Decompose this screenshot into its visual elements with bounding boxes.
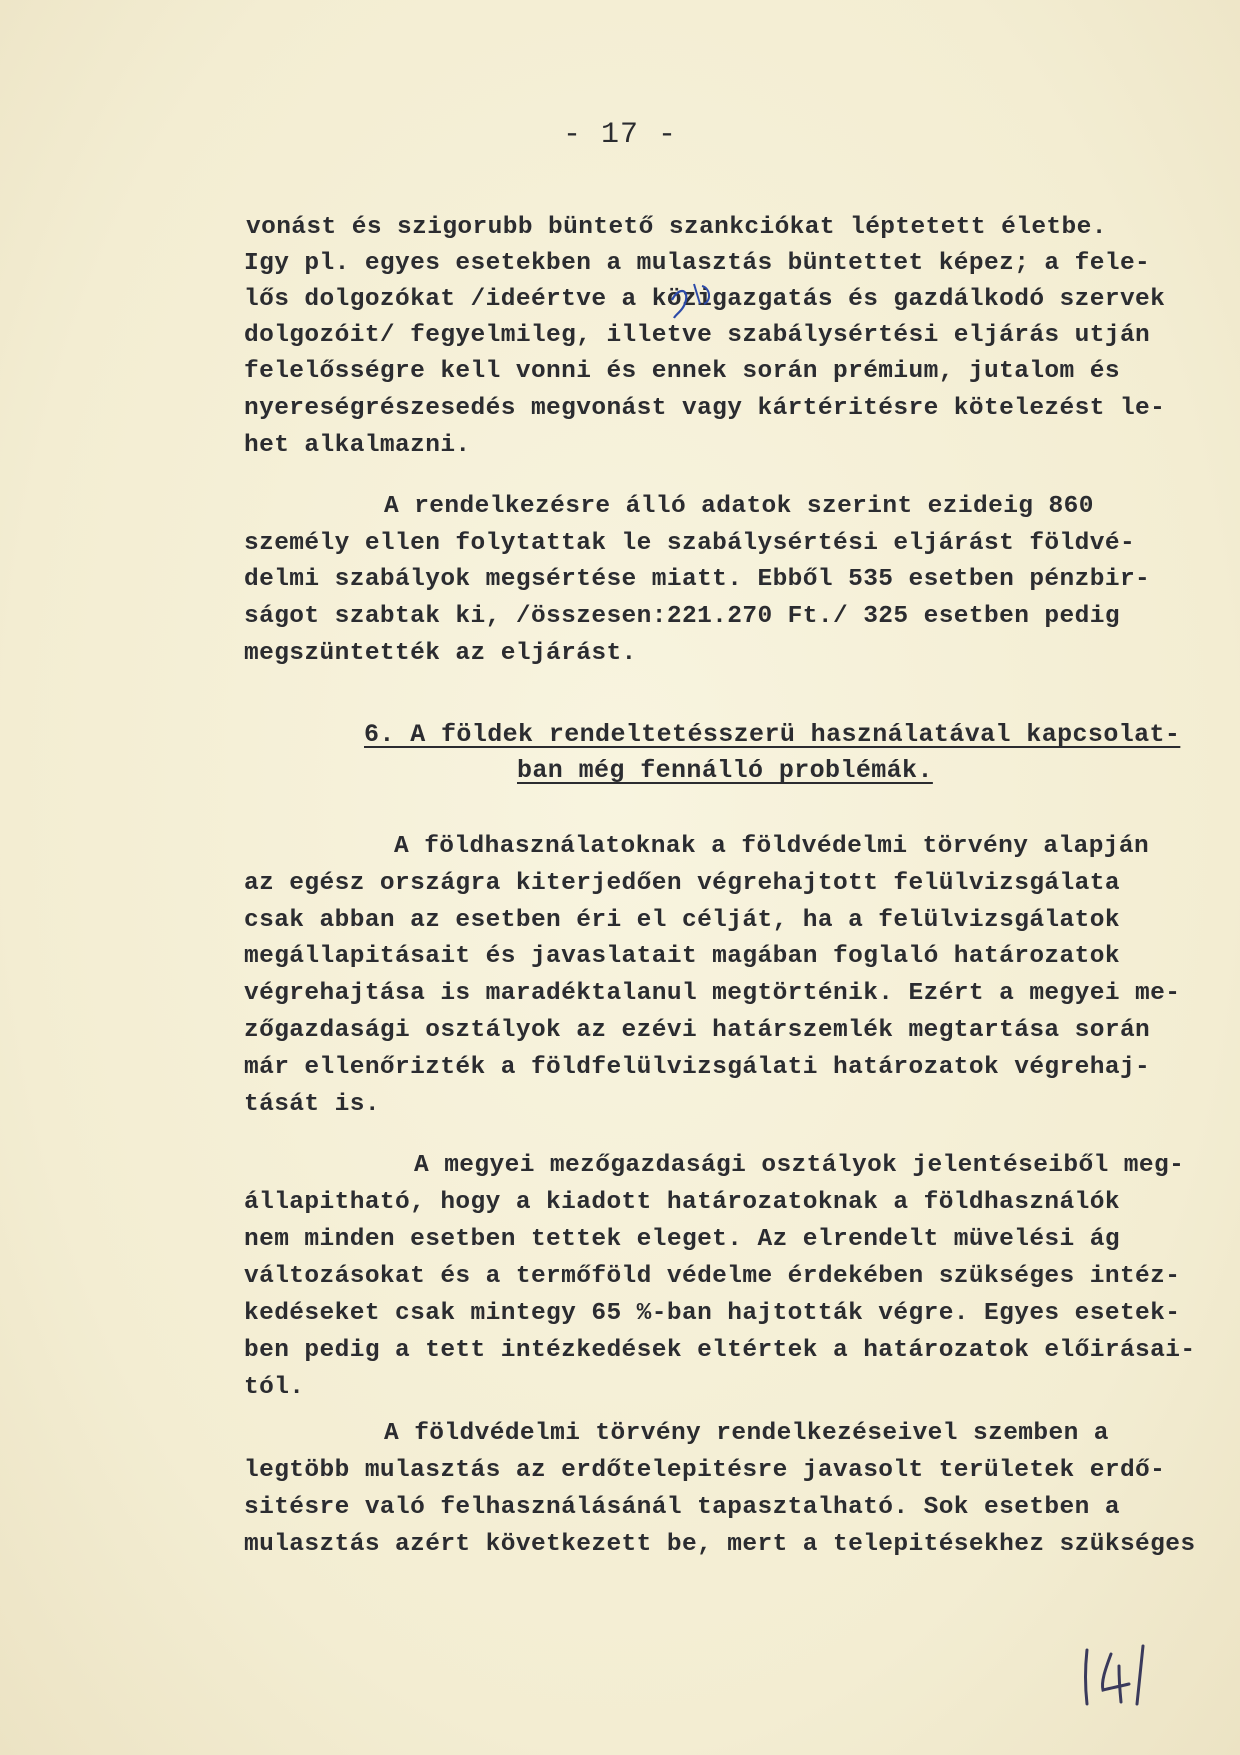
handwritten-correction-mark <box>664 270 724 320</box>
paragraph-3-line-6: zőgazdasági osztályok az ezévi határszemlék megtartása során <box>244 1017 1151 1044</box>
paragraph-1-line-5: felelősségre kell vonni és ennek során prémium, jutalom és <box>244 358 1120 385</box>
paragraph-5-line-2: legtöbb mulasztás az erdőtelepitésre javasolt területek erdő- <box>244 1457 1166 1484</box>
paragraph-2-line-1: A rendelkezésre álló adatok szerint ezideig 860 <box>384 493 1094 520</box>
paragraph-1-line-4: dolgozóit/ fegyelmileg, illetve szabálysértési eljárás utján <box>244 322 1151 349</box>
paragraph-3-line-8: tását is. <box>244 1091 380 1118</box>
paragraph-1-line-2: Igy pl. egyes esetekben a mulasztás büntettet képez; a fele- <box>244 250 1151 277</box>
paragraph-2-line-3: delmi szabályok megsértése miatt. Ebből 535 esetben pénzbir- <box>244 566 1151 593</box>
paragraph-3-line-2: az egész országra kiterjedően végrehajtott felülvizsgálata <box>244 870 1120 897</box>
paragraph-1-line-6: nyereségrészesedés megvonást vagy kártéritésre kötelezést le- <box>244 395 1166 422</box>
paragraph-5-line-4: mulasztás azért következett be, mert a telepitésekhez szükséges <box>244 1531 1196 1558</box>
section-heading-line-1: 6. A földek rendeltetésszerü használatával kapcsolat- <box>364 720 1181 749</box>
paragraph-4-line-5: kedéseket csak mintegy 65 %-ban hajtották végre. Egyes esetek- <box>244 1300 1181 1327</box>
paragraph-2-line-5: megszüntették az eljárást. <box>244 640 637 667</box>
paragraph-3-line-3: csak abban az esetben éri el célját, ha a felülvizsgálatok <box>244 907 1120 934</box>
paragraph-4-line-1: A megyei mezőgazdasági osztályok jelentéseiből meg- <box>414 1152 1185 1179</box>
paragraph-4-line-4: változásokat és a termőföld védelme érdekében szükséges intéz- <box>244 1263 1181 1290</box>
paragraph-4-line-7: tól. <box>244 1374 305 1401</box>
paragraph-1-line-1: vonást és szigorubb büntető szankciókat léptetett életbe. <box>246 214 1107 241</box>
paragraph-5-line-3: sitésre való felhasználásánál tapasztalható. Sok esetben a <box>244 1494 1120 1521</box>
paragraph-3-line-5: végrehajtása is maradéktalanul megtörténik. Ezért a megyei me- <box>244 980 1181 1007</box>
paragraph-5-line-1: A földvédelmi törvény rendelkezéseivel szemben a <box>384 1420 1109 1447</box>
paragraph-3-line-7: már ellenőrizték a földfelülvizsgálati határozatok végrehaj- <box>244 1054 1151 1081</box>
paragraph-1-line-3: lős dolgozókat /ideértve a közigazgatás és gazdálkodó szervek <box>244 286 1166 313</box>
paragraph-3-line-4: megállapitásait és javaslatait magában foglaló határozatok <box>244 943 1120 970</box>
section-heading-line-2: ban még fennálló problémák. <box>517 756 933 785</box>
paragraph-4-line-2: állapitható, hogy a kiadott határozatoknak a földhasználók <box>244 1189 1120 1216</box>
paragraph-2-line-2: személy ellen folytattak le szabálysértési eljárást földvé- <box>244 530 1136 557</box>
paragraph-1-line-7: het alkalmazni. <box>244 432 471 459</box>
paragraph-3-line-1: A földhasználatoknak a földvédelmi törvény alapján <box>394 833 1150 860</box>
page-number: - 17 - <box>562 118 678 152</box>
handwritten-page-annotation-141 <box>1075 1640 1155 1710</box>
paragraph-2-line-4: ságot szabtak ki, /összesen:221.270 Ft./ 325 esetben pedig <box>244 603 1120 630</box>
paragraph-4-line-6: ben pedig a tett intézkedések eltértek a határozatok előirásai- <box>244 1337 1196 1364</box>
paragraph-4-line-3: nem minden esetben tettek eleget. Az elrendelt müvelési ág <box>244 1226 1120 1253</box>
